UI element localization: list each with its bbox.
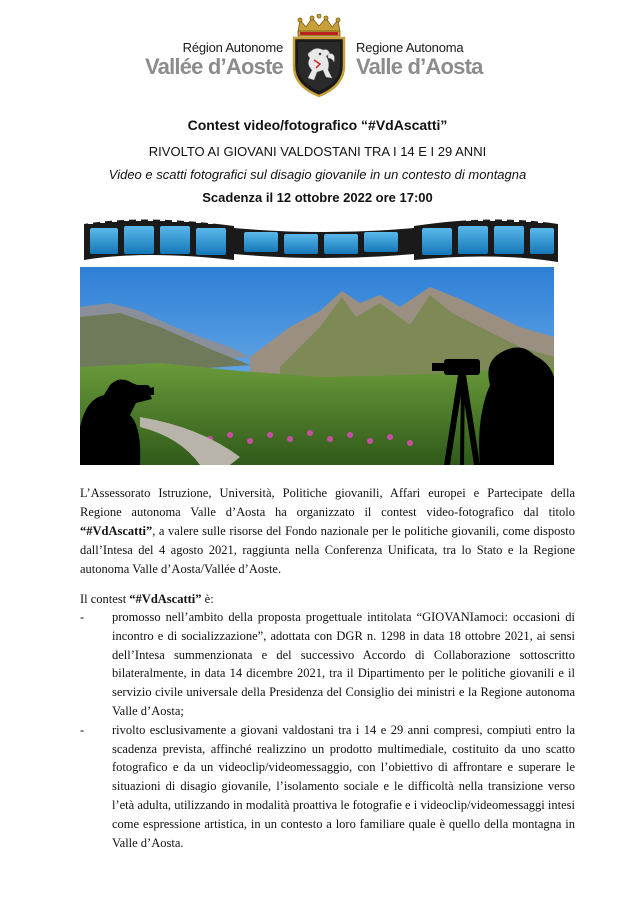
deadline: Scadenza il 12 ottobre 2022 ore 17:00 <box>202 190 433 205</box>
logo-left-line1: Région Autonome <box>182 40 283 55</box>
logo-right-italian <box>356 40 506 79</box>
contest-features-list <box>80 608 575 852</box>
contest-label-after: è: <box>201 592 214 606</box>
mountain-photo <box>80 267 554 465</box>
contest-label-name: “#VdAscatti” <box>129 592 202 606</box>
logo-right-line1: Regione Autonoma <box>356 40 464 55</box>
list-marker: - <box>80 610 85 624</box>
logo-left-line2: Vallée d’Aoste <box>145 54 283 79</box>
regional-coat-of-arms-icon <box>290 14 348 98</box>
intro-text-after: , a valere sulle risorse del Fondo nazionale per le politiche giovanili, come disposto dall’Intesa del 4 agosto 2021, raggiunta nella Conferenza Unificata, tra lo Stato e la Regione autonoma Valle d’Aosta/Vallée d’Aoste. <box>80 524 575 576</box>
list-marker: - <box>80 722 85 737</box>
list-item-text: rivolto esclusivamente a giovani valdostani tra i 14 e 29 anni compresi, compiuti entro la scadenza prevista, affinché realizzino un prodotto multimediale, costituito da uno scatto fotografico e da un videoclip/videomessaggio, con l’obiettivo di affrontare e superare le situazioni di disagio giovanile, l’isolamento sociale e le difficoltà nella transizione verso l’età adulta, utilizzando in modalità proattiva le fotografie e i videoclip/videomessaggi intesi come espressione artistica, in un contesto a loro familiare quale è quello della montagna in Valle d’Aosta. <box>112 722 575 850</box>
contest-label-before: Il contest <box>80 592 130 606</box>
logo-left-french <box>138 40 283 79</box>
intro-contest-name: “#VdAscatti” <box>80 524 153 538</box>
intro-paragraph <box>80 484 575 579</box>
contest-subtitle: Video e scatti fotografici sul disagio giovanile in un contesto di montagna <box>108 167 527 182</box>
list-item <box>80 721 575 853</box>
logo-right-line2: Valle d’Aosta <box>356 54 483 79</box>
list-item <box>80 608 575 721</box>
contest-title: Contest video/fotografico “#VdAscatti” <box>187 117 448 133</box>
intro-text-before: L’Assessorato Istruzione, Università, Politiche giovanili, Affari europei e Partecipate della Regione autonoma Valle d’Aosta ha organizzato il contest video-fotografico dal titolo <box>80 486 575 519</box>
contest-label <box>80 590 214 609</box>
film-strip-image <box>84 214 558 268</box>
list-item-text: promosso nell’ambito della proposta progettuale intitolata “GIOVANIamoci: occasioni di incontro e di socializzazione”, adottata con DGR n. 1298 in data 18 ottobre 2021, ai sensi dell’Intesa summenzionata e del successivo Accordo di Collaborazione sottoscritto bilateralmente, in data 14 dicembre 2021, tra il Dipartimento per le politiche giovanili e il servizio civile universale della Presidenza del Consiglio dei ministri e la Regione autonoma Valle d’Aosta; <box>112 610 575 718</box>
target-audience: RIVOLTO AI GIOVANI VALDOSTANI TRA I 14 E I 29 ANNI <box>148 144 487 159</box>
title-block <box>0 116 635 207</box>
